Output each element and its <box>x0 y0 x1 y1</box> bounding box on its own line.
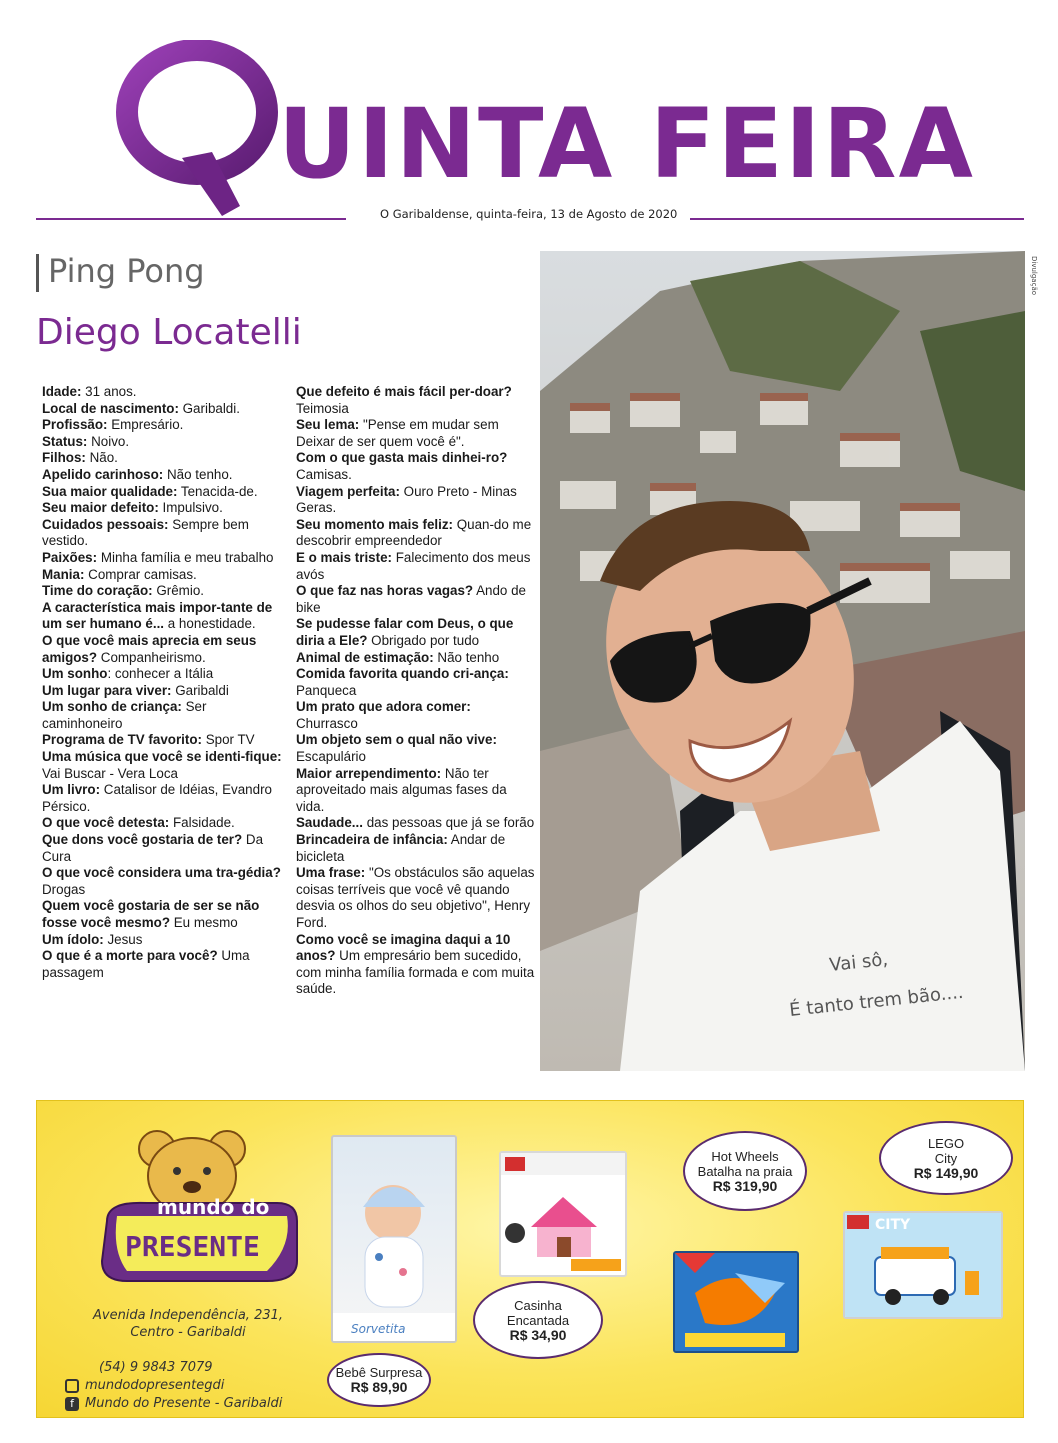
product-price-bebe-surpresa: R$ 89,90 <box>350 1379 408 1395</box>
instagram-handle: mundodopresentegdi <box>85 1378 225 1393</box>
section-bar <box>36 254 39 292</box>
interview-question: Viagem perfeita: <box>296 483 400 499</box>
interview-answer: Da Cura <box>42 832 264 864</box>
interview-question: Paixões: <box>42 549 98 565</box>
interview-answer: Comprar camisas. <box>84 566 197 582</box>
address-line-1: Avenida Independência, 231, <box>92 1308 284 1323</box>
interview-answer: Drogas <box>42 881 86 897</box>
interview-question: Filhos: <box>42 450 86 466</box>
interview-question: Animal de estimação: <box>296 649 434 665</box>
interview-item <box>296 732 536 765</box>
product-name-bebe-surpresa: Bebê Surpresa <box>335 1365 423 1380</box>
interview-item <box>42 484 290 501</box>
interview-answer: Não tenho. <box>163 466 233 482</box>
interview-item <box>296 666 536 699</box>
interview-answer: Noivo. <box>87 433 130 449</box>
interview-item <box>42 699 290 732</box>
interview-question: Quem você gostaria de ser se não fosse você mesmo? <box>42 898 260 930</box>
interview-answer: Não. <box>85 450 118 466</box>
interview-item <box>42 815 290 832</box>
interview-answer: Vai Buscar - Vera Loca <box>42 765 178 781</box>
interview-item <box>42 417 290 434</box>
interview-question: Uma frase: <box>296 865 366 881</box>
interview-item <box>296 932 536 998</box>
interview-item <box>296 417 536 450</box>
interview-answer: Catalisor de Idéias, Evandro Pérsico. <box>42 782 272 814</box>
interview-question: Cuidados pessoais: <box>42 516 169 532</box>
interview-question: Um livro: <box>42 782 101 798</box>
interview-item <box>42 583 290 600</box>
interview-item <box>42 832 290 865</box>
interview-question: Brincadeira de infância: <box>296 832 448 848</box>
interview-item <box>42 567 290 584</box>
section-title: Ping Pong <box>48 252 205 290</box>
interview-item <box>296 517 536 550</box>
interview-question: O que é a morte para você? <box>42 948 218 964</box>
svg-text:Sorvetita: Sorvetita <box>351 1322 406 1336</box>
product-lego-city-box <box>843 1211 1003 1319</box>
interview-item <box>42 600 290 633</box>
interview-question: Um sonho <box>42 666 108 682</box>
interview-item <box>42 517 290 550</box>
svg-text:CITY: CITY <box>875 1217 911 1233</box>
interview-question: Se pudesse falar com Deus, o que diria a Ele? <box>296 616 514 648</box>
product-bebe-surpresa-box <box>331 1135 457 1343</box>
interview-item <box>296 616 536 649</box>
interview-question: Como você se imagina daqui a 10 anos? <box>296 931 511 964</box>
interview-column-left <box>42 384 290 981</box>
interview-answer: Garibaldi. <box>178 400 240 416</box>
price-bubble-casinha-encantada <box>473 1281 603 1359</box>
interview-item <box>296 583 536 616</box>
interview-answer: Empresário. <box>107 417 184 433</box>
interview-item <box>42 500 290 517</box>
product-name-casinha-encantada: Casinha Encantada <box>506 1297 570 1328</box>
selfie-illustration <box>540 251 1025 1071</box>
interview-question: Profissão: <box>42 417 108 433</box>
interview-item <box>296 650 536 667</box>
interview-question: Uma música que você se identi-fique: <box>42 749 282 765</box>
product-price-casinha-encantada: R$ 34,90 <box>509 1326 567 1343</box>
store-contacts <box>65 1359 325 1413</box>
interview-answer: Teimosia <box>296 400 349 416</box>
interview-question: O que você detesta: <box>42 815 170 831</box>
interview-item <box>42 467 290 484</box>
interview-question: Seu maior defeito: <box>42 500 159 516</box>
interview-answer: das pessoas que já se forão <box>362 815 535 831</box>
price-bubble-hot-wheels <box>683 1131 807 1211</box>
interview-question: E o mais triste: <box>296 549 392 565</box>
interview-answer: Impulsivo. <box>158 500 223 516</box>
interview-answer: Panqueca <box>296 682 357 698</box>
interview-item <box>42 434 290 451</box>
interview-answer: Sempre bem vestido. <box>42 516 249 549</box>
interview-answer: "Os obstáculos são aquelas coisas terríveis que você vê quando desvia os olhos do seu objetivo", Henry Ford. <box>296 865 535 930</box>
interview-answer: Não tenho <box>433 649 500 665</box>
interview-item <box>296 699 536 732</box>
product-price-lego-city: R$ 149,90 <box>913 1164 979 1181</box>
interview-question: Um lugar para viver: <box>42 682 172 698</box>
interview-question: Saudade... <box>296 815 363 831</box>
interview-item <box>42 898 290 931</box>
interview-item <box>42 450 290 467</box>
interview-item <box>42 550 290 567</box>
interview-question: Seu lema: <box>296 417 360 433</box>
facebook-icon: f <box>65 1397 79 1411</box>
interview-item <box>42 666 290 683</box>
interview-answer: Falecimento dos meus avós <box>296 549 531 582</box>
interview-item <box>42 384 290 401</box>
interview-answer: : conhecer a Itália <box>107 666 214 682</box>
interview-item <box>296 766 536 816</box>
address-line-2: Centro - Garibaldi <box>130 1325 246 1340</box>
interview-answer: Eu mesmo <box>170 915 238 930</box>
interview-question: Comida favorita quando cri-ança: <box>296 666 509 682</box>
logo-text-top: mundo do <box>157 1195 270 1219</box>
interview-question: Local de nascimento: <box>42 400 179 416</box>
interview-question: O que você considera uma tra-gédia? <box>42 865 281 881</box>
shirt-text-line1: Vai sô, <box>828 948 889 976</box>
racetrack-icon <box>675 1253 797 1351</box>
interview-item <box>42 633 290 666</box>
interview-question: Que dons você gostaria de ter? <box>42 832 243 848</box>
interview-answer: Minha família e meu trabalho <box>97 549 274 565</box>
interview-question: Sua maior qualidade: <box>42 483 178 499</box>
interview-answer: Uma passagem <box>42 948 250 980</box>
price-bubble-bebe-surpresa <box>327 1353 431 1407</box>
doll-icon <box>333 1137 455 1341</box>
interview-answer: Obrigado por tudo <box>367 632 480 648</box>
interviewee-name: Diego Locatelli <box>36 312 302 353</box>
interview-question: O que faz nas horas vagas? <box>296 583 474 599</box>
interview-item <box>296 865 536 931</box>
product-casinha-encantada-box <box>499 1151 627 1277</box>
masthead-title: UINTA FEIRA <box>278 88 975 200</box>
dateline: O Garibaldense, quinta-feira, 13 de Agosto de 2020 <box>380 207 678 221</box>
interview-answer: Grêmio. <box>152 583 204 599</box>
store-logo <box>87 1121 307 1301</box>
interview-item <box>296 484 536 517</box>
interview-answer: "Pense em mudar sem Deixar de ser quem você é". <box>296 417 499 449</box>
interview-question: Um ídolo: <box>42 931 104 947</box>
product-name-lego-city: LEGO City <box>927 1135 965 1166</box>
interview-question: O que você mais aprecia em seus amigos? <box>42 632 257 665</box>
price-bubble-lego-city <box>879 1121 1013 1195</box>
interview-question: Time do coração: <box>42 583 153 599</box>
interview-question: Um prato que adora comer: <box>296 699 471 715</box>
interview-question: Um sonho de criança: <box>42 699 182 715</box>
product-hot-wheels-box <box>673 1251 799 1353</box>
interview-item <box>42 749 290 782</box>
logo-text-bottom: PRESENTE <box>125 1230 260 1263</box>
interview-item <box>296 832 536 865</box>
interview-question: Idade: <box>42 384 82 399</box>
masthead-rule-right <box>690 218 1024 220</box>
interview-item <box>42 401 290 418</box>
interview-answer: Quan-do me descobrir empreendedor <box>296 516 532 549</box>
facebook-page: Mundo do Presente - Garibaldi <box>85 1396 283 1411</box>
interview-answer: Falsidade. <box>169 815 235 831</box>
interview-question: Apelido carinhoso: <box>42 466 164 482</box>
interview-item <box>42 732 290 749</box>
shirt-text-line2: É tanto trem bão.... <box>788 981 965 1021</box>
interview-question: Com o que gasta mais dinhei-ro? <box>296 450 508 466</box>
interview-item <box>42 948 290 981</box>
interview-item <box>296 550 536 583</box>
interview-question: A característica mais impor-tante de um ser humano é... <box>42 599 273 632</box>
interview-item <box>42 865 290 898</box>
interview-answer: Companheirismo. <box>97 649 206 665</box>
interview-answer: 31 anos. <box>81 384 137 399</box>
interview-answer: Churrasco <box>296 715 358 731</box>
interview-answer: Ser caminhoneiro <box>42 699 207 731</box>
interview-answer: Jesus <box>103 931 143 947</box>
interview-answer: Ouro Preto - Minas Geras. <box>296 483 517 516</box>
interview-column-right <box>296 384 536 998</box>
product-name-hot-wheels: Hot Wheels Batalha na praia <box>697 1148 793 1179</box>
interview-item <box>42 932 290 949</box>
interview-item <box>296 384 536 417</box>
interview-question: Mania: <box>42 566 85 582</box>
interview-answer: Tenacida-de. <box>177 483 258 499</box>
interview-item <box>296 815 536 832</box>
masthead-q-logo <box>112 40 282 220</box>
masthead-rule-left <box>36 218 346 220</box>
facebook-row <box>65 1395 325 1413</box>
interview-answer: Camisas. <box>296 466 352 482</box>
product-price-hot-wheels: R$ 319,90 <box>712 1177 778 1194</box>
interview-question: Que defeito é mais fácil per-doar? <box>296 384 512 399</box>
interview-item <box>42 683 290 700</box>
interview-answer: Escapulário <box>296 749 366 765</box>
instagram-row <box>65 1377 325 1395</box>
interview-question: Maior arrependimento: <box>296 765 442 781</box>
photo-credit: Divulgação <box>1030 256 1038 296</box>
interview-question: Seu momento mais feliz: <box>296 516 453 532</box>
interview-question: Um objeto sem o qual não vive: <box>296 732 497 748</box>
interview-answer: a honestidade. <box>164 616 256 632</box>
interview-item <box>42 782 290 815</box>
lego-truck-icon <box>845 1213 1001 1317</box>
store-address <box>83 1307 293 1341</box>
interview-answer: Andar de bicicleta <box>296 832 506 864</box>
interview-answer: Spor TV <box>201 732 255 748</box>
interview-question: Status: <box>42 433 88 449</box>
store-phone: (54) 9 9843 7079 <box>99 1360 213 1375</box>
masthead <box>0 0 1058 230</box>
advertisement-mundo-do-presente <box>36 1100 1024 1418</box>
interview-question: Programa de TV favorito: <box>42 732 202 748</box>
interview-answer: Ando de bike <box>296 583 526 615</box>
dollhouse-icon <box>501 1153 625 1275</box>
interview-answer: Garibaldi <box>171 682 229 698</box>
interview-answer: Não ter aproveitado mais algumas fases da vida. <box>296 765 507 814</box>
instagram-icon <box>65 1379 79 1393</box>
interviewee-photo <box>540 251 1025 1071</box>
interview-item <box>296 450 536 483</box>
interview-answer: Um empresário bem sucedido, com minha família formada e com muita saúde. <box>296 948 535 997</box>
